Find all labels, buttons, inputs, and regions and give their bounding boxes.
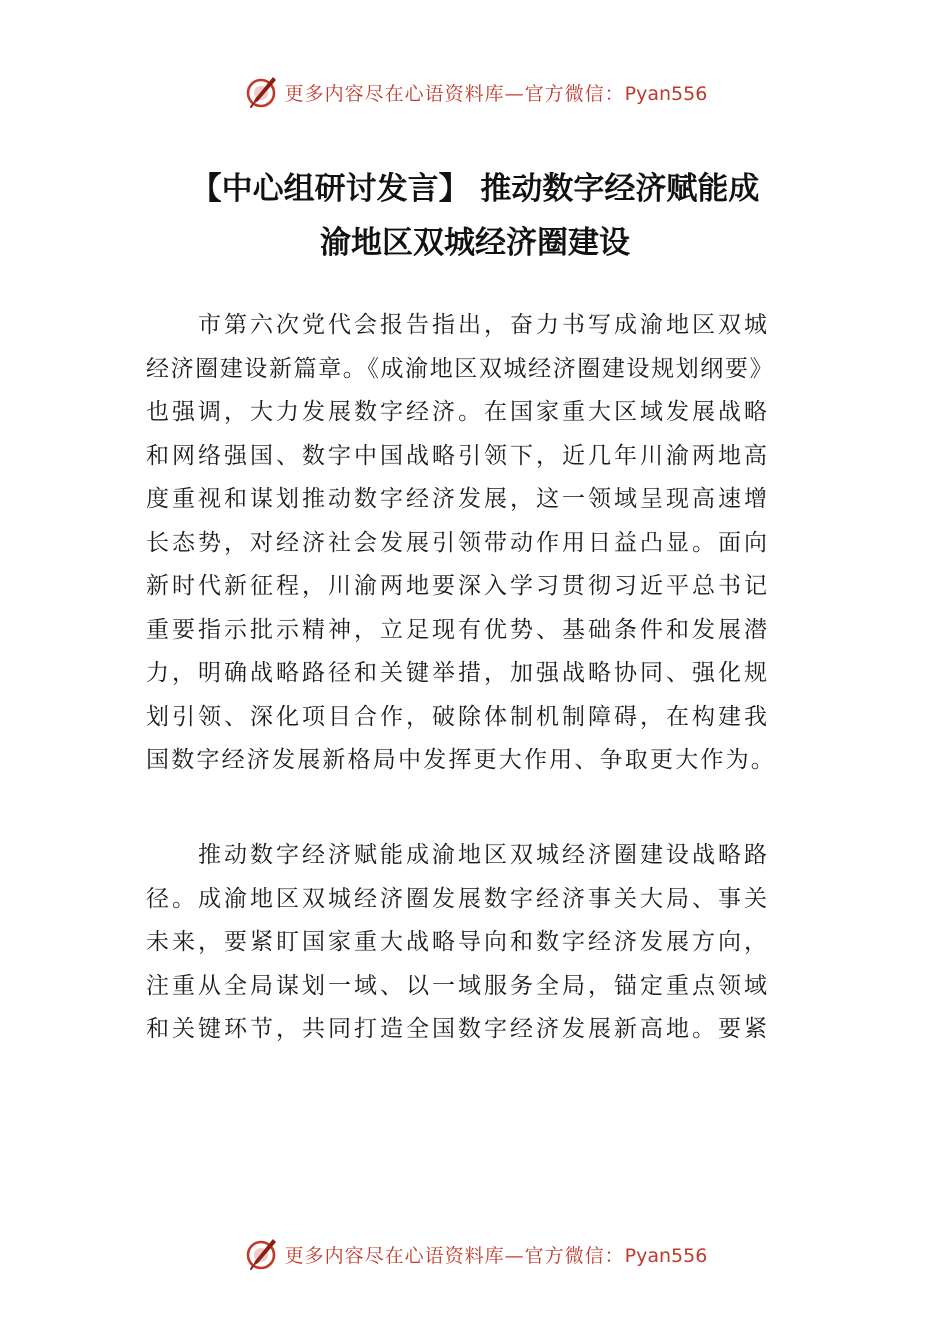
- text-line: 注重从全局谋划一域、以一域服务全局，锚定重点领域: [146, 972, 770, 999]
- document-title: [100, 162, 850, 270]
- text-line: 力，明确战略路径和关键举措，加强战略协同、强化规: [146, 660, 770, 686]
- watermark-text: 更多内容尽在心语资料库—官方微信：Pyan556: [284, 1244, 708, 1267]
- text-line: 径。成渝地区双城经济圈发展数字经济事关大局、事关: [146, 885, 770, 912]
- text-line: 和网络强国、数字中国战略引领下，近几年川渝两地高: [146, 442, 770, 469]
- brush-pen-logo-icon: [243, 1236, 279, 1272]
- watermark-text: 更多内容尽在心语资料库—官方微信：Pyan556: [284, 82, 708, 105]
- text-line: 新时代新征程，川渝两地要深入学习贯彻习近平总书记: [146, 573, 770, 599]
- footer-watermark: [0, 1232, 950, 1276]
- title-line: 渝地区双城经济圈建设: [320, 225, 630, 261]
- text-line: 长态势，对经济社会发展引领带动作用日益凸显。面向: [146, 529, 770, 556]
- brush-pen-logo-icon: [243, 74, 279, 110]
- text-line: 度重视和谋划推动数字经济发展，这一领域呈现高速增: [146, 486, 770, 512]
- paragraph: [146, 304, 806, 783]
- wechat-id: Pyan556: [624, 1244, 708, 1267]
- text-line: 经济圈建设新篇章。《成渝地区双城经济圈建设规划纲要》: [146, 355, 775, 382]
- wechat-id: Pyan556: [624, 82, 708, 105]
- header-watermark: [0, 70, 950, 114]
- text-line: 市第六次党代会报告指出，奋力书写成渝地区双城: [146, 312, 770, 338]
- text-line: 国数字经济发展新格局中发挥更大作用、争取更大作为。: [146, 747, 776, 773]
- text-line: 推动数字经济赋能成渝地区双城经济圈建设战略路: [146, 842, 770, 868]
- paragraph: [146, 834, 806, 1052]
- title-line: 【中心组研讨发言】 推动数字经济赋能成: [190, 171, 760, 207]
- text-line: 和关键环节，共同打造全国数字经济发展新高地。要紧: [146, 1016, 770, 1042]
- text-line: 划引领、深化项目合作，破除体制机制障碍，在构建我: [146, 703, 770, 730]
- text-line: 未来，要紧盯国家重大战略导向和数字经济发展方向，: [146, 929, 770, 955]
- text-line: 也强调，大力发展数字经济。在国家重大区域发展战略: [146, 399, 770, 425]
- text-line: 重要指示批示精神，立足现有优势、基础条件和发展潜: [146, 616, 770, 643]
